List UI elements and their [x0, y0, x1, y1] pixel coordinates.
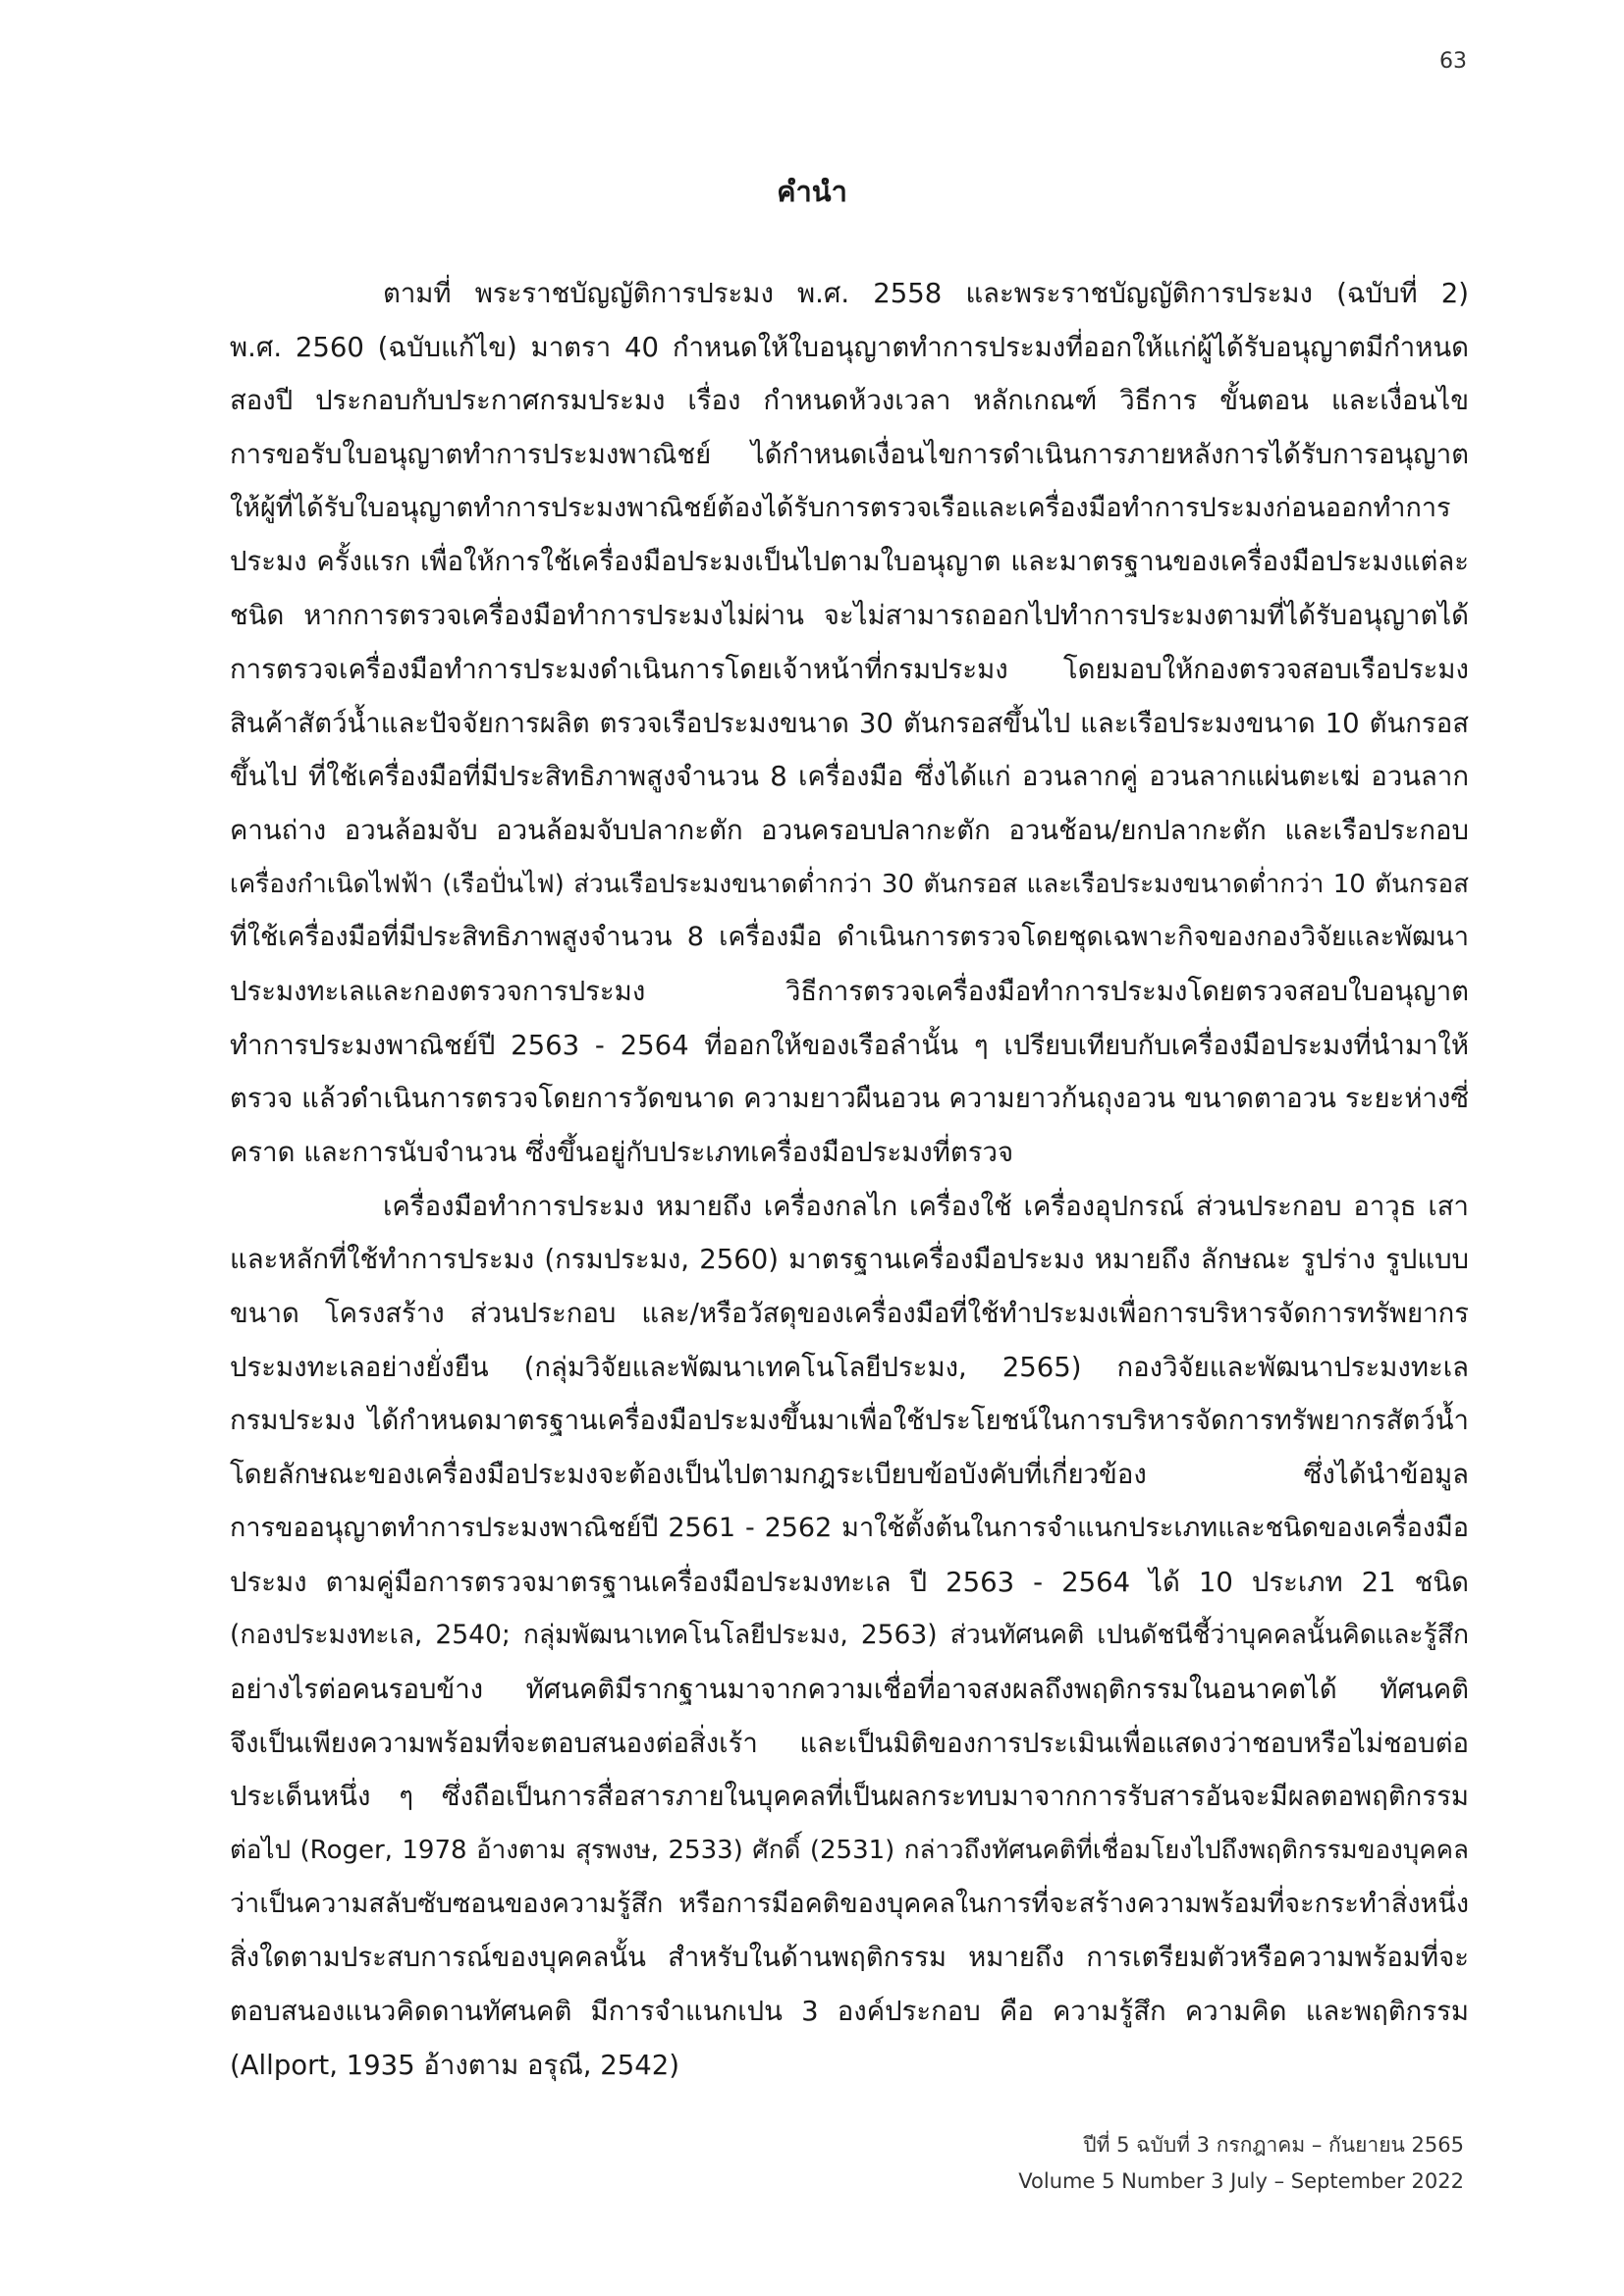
- text-line: ตามที่ พระราชบัญญัติการประมง พ.ศ. 2558 และพระราชบัญญัติการประมง (ฉบับที่ 2): [383, 278, 1469, 309]
- text-line: ให้ผู้ที่ได้รับใบอนุญาตทำการประมงพาณิชย์ต้องได้รับการตรวจเรือและเครื่องมือทำการประมงก่อนออกทำการ: [230, 492, 1451, 523]
- text-line: ว่าเป็นความสลับซับซอนของความรู้สึก หรือการมีอคติของบุคคลในการที่จะสร้างความพร้อมที่จะกระทำสิ่งหนึ่ง: [230, 1888, 1469, 1919]
- page-title: คำนำ: [777, 175, 847, 208]
- text-line: ตรวจ แล้วดำเนินการตรวจโดยการวัดขนาด ความยาวผืนอวน ความยาวก้นถุงอวน ขนาดตาอวน ระยะห่างซี่: [230, 1083, 1469, 1115]
- text-line: คราด และการนับจำนวน ซึ่งขึ้นอยู่กับประเภทเครื่องมือประมงที่ตรวจ: [230, 1137, 1014, 1168]
- text-line: ประมง ครั้งแรก เพื่อให้การใช้เครื่องมือประมงเป็นไปตามใบอนุญาต และมาตรฐานของเครื่องมือประมงแต่ละ: [230, 546, 1469, 578]
- text-line: ทำการประมงพาณิชย์ปี 2563 - 2564 ที่ออกให้ของเรือลำนั้น ๆ เปรียบเทียบกับเครื่องมือประมงที่นำมาให้: [230, 1029, 1469, 1061]
- text-line: ประมงทะเลอย่างยั่งยืน (กลุ่มวิจัยและพัฒนาเทคโนโลยีประมง, 2565) กองวิจัยและพัฒนาประมงทะเล: [230, 1351, 1469, 1383]
- text-line: สินค้าสัตว์น้ำและปัจจัยการผลิต ตรวจเรือประมงขนาด 30 ตันกรอสขึ้นไป และเรือประมงขนาด 10 ตันกรอส: [230, 707, 1469, 739]
- page-number: 63: [1439, 49, 1467, 74]
- text-line: สิ่งใดตามประสบการณ์ของบุคคลนั้น สำหรับในด้านพฤติกรรม หมายถึง การเตรียมตัวหรือความพร้อมที่จะ: [230, 1942, 1469, 1974]
- footer: [1018, 2127, 1464, 2200]
- text-line: การขออนุญาตทำการประมงพาณิชย์ปี 2561 - 2562 มาใช้ตั้งต้นในการจำแนกประเภทและชนิดของเครื่องมือ: [230, 1512, 1469, 1543]
- text-line: เครื่องกำเนิดไฟฟ้า (เรือปั่นไฟ) ส่วนเรือประมงขนาดต่ำกว่า 30 ตันกรอส และเรือประมงขนาดต่ำกว่า 10 ตันกรอส: [230, 869, 1469, 899]
- paragraph-2: [230, 1180, 1469, 2093]
- text-line: กรมประมง ได้กำหนดมาตรฐานเครื่องมือประมงขึ้นมาเพื่อใช้ประโยชน์ในการบริหารจัดการทรัพยากรสัตว์น้ำ: [230, 1405, 1469, 1437]
- text-line: การขอรับใบอนุญาตทำการประมงพาณิชย์ ได้กำหนดเงื่อนไขการดำเนินการภายหลังการได้รับการอนุญาต: [230, 439, 1469, 471]
- text-line: คานถ่าง อวนล้อมจับ อวนล้อมจับปลากะตัก อวนครอบปลากะตัก อวนช้อน/ยกปลากะตัก และเรือประกอบ: [230, 814, 1469, 846]
- text-line: ประมง ตามคู่มือการตรวจมาตรฐานเครื่องมือประมงทะเล ปี 2563 - 2564 ได้ 10 ประเภท 21 ชนิด: [230, 1566, 1469, 1598]
- text-line: โดยลักษณะของเครื่องมือประมงจะต้องเป็นไปตามกฎระเบียบข้อบังคับที่เกี่ยวข้อง ซึ่งได้นำข้อมูล: [230, 1459, 1469, 1491]
- text-line: และหลักที่ใช้ทำการประมง (กรมประมง, 2560) มาตรฐานเครื่องมือประมง หมายถึง ลักษณะ รูปร่าง รูปแบบ: [230, 1244, 1469, 1276]
- paragraph-1: [230, 267, 1469, 1180]
- text-line: พ.ศ. 2560 (ฉบับแก้ไข) มาตรา 40 กำหนดให้ใบอนุญาตทำการประมงที่ออกให้แก่ผู้ได้รับอนุญาตมีกำหนด: [230, 331, 1469, 363]
- footer-issue-thai: ปีที่ 5 ฉบับที่ 3 กรกฎาคม – กันยายน 2565: [1083, 2133, 1464, 2157]
- text-line: ที่ใช้เครื่องมือที่มีประสิทธิภาพสูงจำนวน 8 เครื่องมือ ดำเนินการตรวจโดยชุดเฉพาะกิจของกองวิจัยและพัฒนา: [230, 922, 1469, 953]
- text-line: สองปี ประกอบกับประกาศกรมประมง เรื่อง กำหนดห้วงเวลา หลักเกณฑ์ วิธีการ ขั้นตอน และเงื่อนไข: [230, 385, 1469, 417]
- footer-issue-english: Volume 5 Number 3 July – September 2022: [1018, 2169, 1464, 2193]
- text-line: ตอบสนองแนวคิดดานทัศนคติ มีการจำแนกเปน 3 องค์ประกอบ คือ ความรู้สึก ความคิด และพฤติกรรม: [230, 1996, 1469, 2027]
- text-line: ประมงทะเลและกองตรวจการประมง วิธีการตรวจเครื่องมือทำการประมงโดยตรวจสอบใบอนุญาต: [230, 975, 1469, 1007]
- body-text: [230, 267, 1469, 2092]
- text-line: (Allport, 1935 อ้างตาม อรุณี, 2542): [230, 2049, 679, 2081]
- text-line: การตรวจเครื่องมือทำการประมงดำเนินการโดยเจ้าหน้าที่กรมประมง โดยมอบให้กองตรวจสอบเรือประมง: [230, 653, 1469, 685]
- text-line: ชนิด หากการตรวจเครื่องมือทำการประมงไม่ผ่าน จะไม่สามารถออกไปทำการประมงตามที่ได้รับอนุญาตได้: [230, 600, 1469, 632]
- text-line: จึงเป็นเพียงความพร้อมที่จะตอบสนองต่อสิ่งเร้า และเป็นมิติของการประเมินเพื่อแสดงว่าชอบหรือไม่ชอบต่อ: [230, 1727, 1469, 1759]
- text-line: ขนาด โครงสร้าง ส่วนประกอบ และ/หรือวัสดุของเครื่องมือที่ใช้ทำประมงเพื่อการบริหารจัดการทรัพยากร: [230, 1298, 1469, 1330]
- text-line: (กองประมงทะเล, 2540; กลุ่มพัฒนาเทคโนโลยีประมง, 2563) ส่วนทัศนคติ เปนดัชนีชี้ว่าบุคคลนั้นคิดและรู้สึก: [230, 1620, 1469, 1651]
- text-line: เครื่องมือทำการประมง หมายถึง เครื่องกลไก เครื่องใช้ เครื่องอุปกรณ์ ส่วนประกอบ อาวุธ เสา: [383, 1190, 1469, 1222]
- text-line: อย่างไรต่อคนรอบข้าง ทัศนคติมีรากฐานมาจากความเชื่อที่อาจสงผลถึงพฤติกรรมในอนาคตได้ ทัศนคติ: [230, 1673, 1469, 1705]
- text-line: ต่อไป (Roger, 1978 อ้างตาม สุรพงษ, 2533) ศักดิ์ (2531) กล่าวถึงทัศนคติที่เชื่อมโยงไปถึงพฤติกรรมของบุคคล: [230, 1835, 1469, 1865]
- text-line: ขึ้นไป ที่ใช้เครื่องมือที่มีประสิทธิภาพสูงจำนวน 8 เครื่องมือ ซึ่งได้แก่ อวนลากคู่ อวนลากแผ่นตะเฆ่ อวนลาก: [230, 761, 1469, 793]
- text-line: ประเด็นหนึ่ง ๆ ซึ่งถือเป็นการสื่อสารภายในบุคคลที่เป็นผลกระทบมาจากการรับสารอันจะมีผลตอพฤติกรรม: [230, 1781, 1469, 1813]
